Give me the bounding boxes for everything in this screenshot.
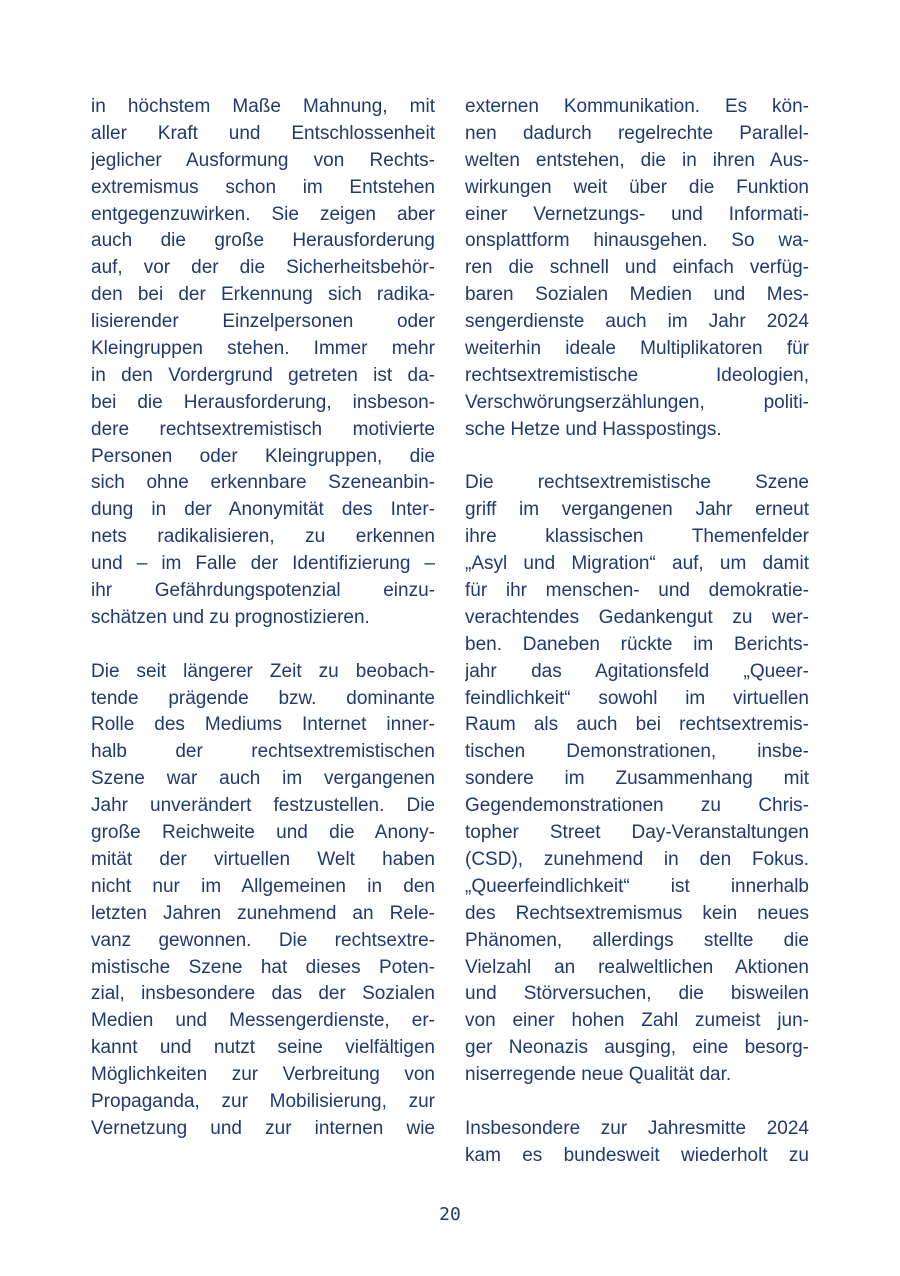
text-line: weiterhin ideale Multiplikatoren für: [465, 338, 809, 360]
text-line: Rolle des Mediums Internet inner-: [91, 714, 435, 736]
text-line: sengerdienste auch im Jahr 2024: [465, 311, 809, 333]
text-line: topher Street Day-Veranstaltungen: [465, 822, 809, 844]
text-line: niserregende neue Qualität dar.: [465, 1064, 732, 1086]
text-line: halb der rechtsextremistischen: [91, 741, 435, 763]
text-line: vanz gewonnen. Die rechtsextre-: [91, 929, 435, 951]
text-line: Vernetzung und zur internen wie: [91, 1117, 435, 1139]
text-line: bei die Herausforderung, insbeson-: [91, 391, 435, 413]
paragraph-gap: [465, 1089, 809, 1116]
text-line: Personen oder Kleingruppen, die: [91, 445, 435, 467]
text-line: Jahr unverändert festzustellen. Die: [91, 795, 435, 817]
text-line: Die seit längerer Zeit zu beobach-: [91, 660, 435, 682]
text-line: Vielzahl an realweltlichen Aktionen: [465, 956, 809, 978]
text-line: entgegenzuwirken. Sie zeigen aber: [91, 203, 435, 225]
text-line: den bei der Erkennung sich radika-: [91, 284, 435, 306]
text-line: tende prägende bzw. dominante: [91, 687, 435, 709]
text-line: nets radikalisieren, zu erkennen: [91, 526, 435, 548]
text-line: welten entstehen, die in ihren Aus-: [465, 149, 809, 171]
page-number: 20: [439, 1204, 461, 1225]
text-line: externen Kommunikation. Es kön-: [465, 96, 809, 117]
text-line: in den Vordergrund getreten ist da-: [91, 364, 435, 386]
text-line: von einer hohen Zahl zumeist jun-: [465, 1010, 809, 1032]
paragraph: [465, 1116, 809, 1170]
text-line: mität der virtuellen Welt haben: [91, 848, 435, 870]
paragraph-gap: [465, 444, 809, 471]
text-line: verachtendes Gedankengut zu wer-: [465, 606, 809, 628]
text-line: Propaganda, zur Mobilisierung, zur: [91, 1090, 435, 1112]
text-line: lisierender Einzelpersonen oder: [91, 311, 435, 333]
text-line: große Reichweite und die Anony-: [91, 822, 435, 844]
text-line: baren Sozialen Medien und Mes-: [465, 284, 809, 306]
text-line: nicht nur im Allgemeinen in den: [91, 875, 435, 897]
text-line: und Störversuchen, die bisweilen: [465, 983, 809, 1005]
paragraph: [465, 94, 809, 444]
text-line: einer Vernetzungs- und Informati-: [465, 203, 809, 225]
text-line: sich ohne erkennbare Szeneanbin-: [91, 472, 435, 494]
text-line: „Asyl und Migration“ auf, um damit: [465, 553, 809, 575]
text-line: onsplattform hinausgehen. So wa-: [465, 230, 809, 252]
paragraph: [465, 470, 809, 1088]
paragraph-gap: [91, 632, 435, 659]
text-line: mistische Szene hat dieses Poten-: [91, 956, 435, 978]
text-line: Raum als auch bei rechtsextremis-: [465, 714, 809, 736]
text-line: auch die große Herausforderung: [91, 230, 435, 252]
text-line: wirkungen weit über die Funktion: [465, 176, 809, 198]
text-line: Phänomen, allerdings stellte die: [465, 929, 809, 951]
text-line: aller Kraft und Entschlossenheit: [91, 122, 435, 144]
text-line: Kleingruppen stehen. Immer mehr: [91, 338, 435, 360]
text-line: Möglichkeiten zur Verbreitung von: [91, 1064, 435, 1086]
text-line: und – im Falle der Identifizierung –: [91, 553, 435, 575]
text-line: sche Hetze und Hasspostings.: [465, 418, 722, 440]
text-line: feindlichkeit“ sowohl im virtuellen: [465, 687, 809, 709]
text-line: ren die schnell und einfach verfüg-: [465, 257, 809, 279]
text-line: nen dadurch regelrechte Parallel-: [465, 122, 809, 144]
text-line: Szene war auch im vergangenen: [91, 768, 435, 790]
text-line: Verschwörungserzählungen, politi-: [465, 391, 809, 413]
text-line: letzten Jahren zunehmend an Rele-: [91, 902, 435, 924]
text-line: (CSD), zunehmend in den Fokus.: [465, 848, 809, 870]
text-line: „Queerfeindlichkeit“ ist innerhalb: [465, 875, 809, 897]
text-line: ihr Gefährdungspotenzial einzu-: [91, 580, 435, 602]
text-line: tischen Demonstrationen, insbe-: [465, 741, 809, 763]
text-line: sondere im Zusammenhang mit: [465, 768, 809, 790]
text-line: Gegendemonstrationen zu Chris-: [465, 795, 809, 817]
text-line: ger Neonazis ausging, eine besorg-: [465, 1037, 809, 1059]
text-line: kam es bundesweit wiederholt zu: [465, 1144, 809, 1166]
text-line: kannt und nutzt seine vielfältigen: [91, 1037, 435, 1059]
text-line: Die rechtsextremistische Szene: [465, 472, 809, 494]
text-line: Medien und Messengerdienste, er-: [91, 1010, 435, 1032]
text-line: ben. Daneben rückte im Berichts-: [465, 633, 809, 655]
text-line: extremismus schon im Entstehen: [91, 176, 435, 198]
text-line: auf, vor der die Sicherheitsbehör-: [91, 257, 435, 279]
text-line: Insbesondere zur Jahresmitte 2024: [465, 1117, 809, 1139]
text-line: ihre klassischen Themenfelder: [465, 526, 809, 548]
text-line: zial, insbesondere das der Sozialen: [91, 983, 435, 1005]
text-line: jeglicher Ausformung von Rechts-: [91, 149, 435, 171]
paragraph: [91, 94, 435, 632]
text-line: schätzen und zu prognostizieren.: [91, 606, 370, 628]
right-column: [465, 94, 809, 1170]
text-line: des Rechtsextremismus kein neues: [465, 902, 809, 924]
text-line: griff im vergangenen Jahr erneut: [465, 499, 809, 521]
paragraph: [91, 659, 435, 1143]
text-line: dung in der Anonymität des Inter-: [91, 499, 435, 521]
left-column: [91, 94, 435, 1143]
text-line: dere rechtsextremistisch motivierte: [91, 418, 435, 440]
text-line: jahr das Agitationsfeld „Queer-: [465, 660, 809, 682]
text-line: rechtsextremistische Ideologien,: [465, 364, 809, 386]
text-line: für ihr menschen- und demokratie-: [465, 580, 809, 602]
text-line: in höchstem Maße Mahnung, mit: [91, 96, 435, 117]
